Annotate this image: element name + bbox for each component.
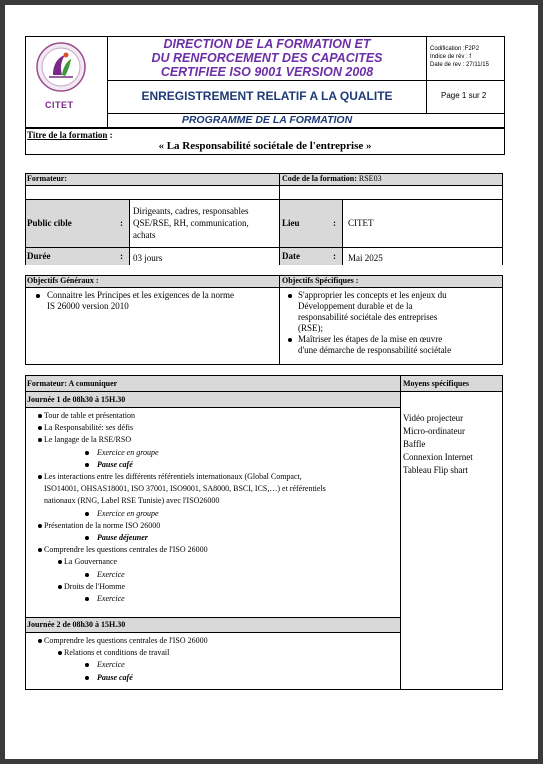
program-item: Exercice: [97, 569, 125, 579]
public-label: Public cible: [27, 218, 72, 228]
bullet-icon: [38, 414, 42, 418]
bullet-icon: [85, 597, 89, 601]
program-item: Exercice en groupe: [97, 447, 159, 457]
program-item: Exercice: [97, 660, 125, 670]
lieu-label: Lieu: [282, 218, 300, 228]
program-item: ISO14001, OHSAS18001, ISO 37001, ISO9001, SA8000, BSCI, ICS,…) et référentiels: [44, 484, 326, 494]
moyens-header: Moyens spécifiques: [403, 379, 469, 388]
general-objective-line: IS 26000 version 2010: [47, 301, 129, 311]
bullet-icon: [85, 463, 89, 467]
program-title: PROGRAMME DE LA FORMATION: [181, 114, 353, 126]
program-item: Comprendre les questions centrales de l'ISO 26000: [44, 636, 208, 645]
bullet-icon: [38, 524, 42, 528]
day1-header: Journée 1 de 08h30 à 15H.30: [27, 395, 126, 404]
org-line-2: DU RENFORCEMENT DES CAPACITES: [151, 51, 383, 65]
org-line-1: DIRECTION DE LA FORMATION ET: [163, 37, 371, 51]
codification: Codification :F2P2: [430, 46, 480, 52]
public-line-2: QSE/RSE, RH, communication,: [133, 218, 249, 228]
specific-objective-line: (RSE);: [298, 323, 324, 333]
specific-objective-line: Maîtriser les étapes de la mise en œuvre: [298, 334, 443, 344]
objectifs-generaux-label: Objectifs Généraux :: [27, 276, 99, 285]
program-item: Pause déjeuner: [97, 533, 148, 542]
program-item: Droits de l'Homme: [64, 581, 125, 591]
objectifs-specifiques-label: Objectifs Spécifiques :: [282, 276, 359, 285]
bullet-icon: [85, 573, 89, 577]
formateur-label: Formateur:: [27, 174, 67, 183]
date-colon: :: [333, 251, 336, 261]
date-value: Mai 2025: [348, 253, 383, 263]
general-objective-line: Connaitre les Principes et les exigences de la norme: [47, 290, 234, 300]
code-value: RSE03: [356, 174, 382, 183]
formation-title-value: « La Responsabilité sociétale de l'entreprise »: [158, 140, 372, 152]
bullet-icon: [288, 338, 292, 342]
bullet-icon: [85, 451, 89, 455]
program-item: Le langage de la RSE/RSO: [44, 435, 132, 445]
bullet-icon: [85, 676, 89, 680]
moyen-item: Baffle: [403, 439, 426, 449]
specific-objective-line: Développement durable et de la: [298, 301, 413, 311]
lieu-value: CITET: [348, 218, 374, 228]
program-item: Comprendre les questions centrales de l'ISO 26000: [44, 545, 208, 555]
moyen-item: Connexion Internet: [403, 452, 473, 462]
lieu-colon: :: [333, 218, 336, 228]
program-item: Exercice en groupe: [97, 508, 159, 518]
program-item: Pause café: [97, 672, 133, 682]
public-line-1: Dirigeants, cadres, responsables: [133, 206, 249, 216]
moyen-item: Micro-ordinateur: [403, 426, 465, 436]
bullet-icon: [58, 585, 62, 589]
program-item: La Gouvernance: [64, 557, 118, 567]
date-label: Date: [282, 251, 300, 261]
code-label: Code de la formation:: [282, 174, 357, 183]
indice-rev: Indice de rév : f: [430, 54, 472, 60]
page-number: Page 1 sur 2: [441, 91, 487, 100]
duree-label: Durée: [27, 251, 51, 261]
moyen-item: Vidéo projecteur: [403, 413, 464, 423]
formation-title-label-text: Titre de la formation: [27, 130, 108, 140]
specific-objective-line: d'une démarche de responsabilité sociétale: [298, 345, 452, 355]
duree-colon: :: [120, 251, 123, 261]
bullet-icon: [85, 512, 89, 516]
citet-logo: [35, 41, 87, 93]
program-item: Pause café: [97, 459, 133, 469]
bullet-icon: [85, 536, 89, 540]
day2-header: Journée 2 de 08h30 à 15H.30: [27, 620, 126, 629]
formation-title-label-colon: :: [107, 130, 113, 140]
program-item: Tour de table et présentation: [44, 411, 135, 420]
code-formation: [282, 173, 382, 185]
program-item: nationaux (RNG, Label RSE Tunisie) avec l'ISO26000: [44, 496, 220, 506]
public-line-3: achats: [133, 230, 156, 240]
program-item: Relations et conditions de travail: [64, 648, 170, 658]
moyen-item: Tableau Flip shart: [403, 465, 468, 475]
document-page: [5, 5, 538, 759]
record-title: ENREGISTREMENT RELATIF A LA QUALITE: [141, 89, 393, 103]
bullet-icon: [38, 475, 42, 479]
duree-value: 03 jours: [133, 253, 163, 263]
program-item: Exercice: [97, 594, 125, 603]
program-item: Présentation de la norme ISO 26000: [44, 520, 161, 530]
program-item: Les interactions entre les différents référentiels internationaux (Global Compact,: [44, 472, 302, 481]
specific-objective-line: S'approprier les concepts et les enjeux du: [298, 290, 447, 300]
program-formateur-header: Formateur: A comuniquer: [27, 379, 118, 388]
logo-text: CITET: [45, 100, 74, 110]
public-colon: :: [120, 218, 123, 228]
bullet-icon: [288, 294, 292, 298]
org-line-3: CERTIFIEE ISO 9001 VERSION 2008: [160, 65, 374, 79]
date-rev: Date de rev : 27/11/15: [430, 62, 489, 68]
specific-objective-line: responsabilité sociétale des entreprises: [298, 312, 438, 322]
program-item: La Responsabilité: ses défis: [44, 423, 134, 433]
bullet-icon: [36, 294, 40, 298]
bullet-icon: [38, 639, 42, 643]
